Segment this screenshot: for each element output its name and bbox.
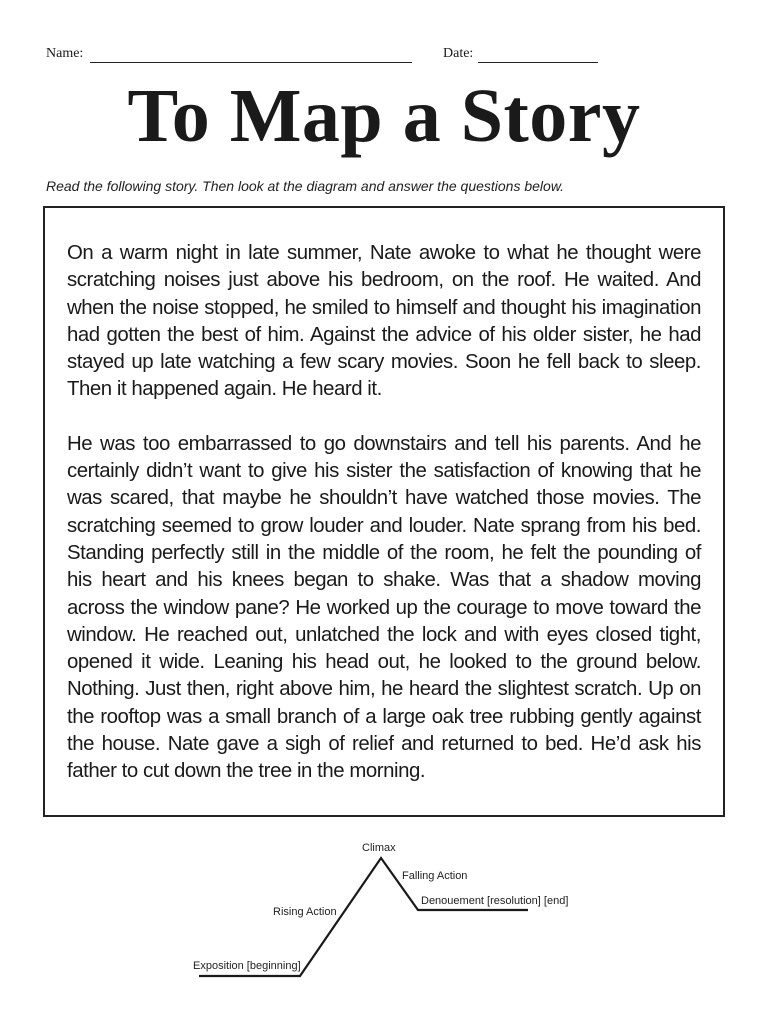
header-fields (46, 46, 606, 66)
climax-label: Climax (362, 842, 396, 854)
story-paragraph-1: On a warm night in late summer, Nate awoke to what he thought were scratching noises just above his bedroom, on the roof. He waited. And when the noise stopped, he smiled to himself and thought his imagination had gotten the best of him. Against the advice of his older sister, he had stayed up late watching a few scary movies. Soon he fell back to sleep. Then it happened again. He heard it. (67, 242, 701, 401)
instructions-text: Read the following story. Then look at the diagram and answer the questions below. (46, 178, 565, 194)
plot-line (199, 858, 528, 976)
rising-action-label: Rising Action (273, 906, 337, 918)
exposition-label: Exposition [beginning] (193, 960, 301, 972)
date-label: Date: (443, 46, 474, 61)
date-field[interactable] (478, 62, 598, 63)
page-title: To Map a Story (127, 74, 641, 158)
name-field[interactable] (90, 62, 412, 63)
falling-action-label: Falling Action (402, 870, 468, 882)
denouement-label: Denouement [resolution] [end] (421, 895, 569, 907)
story-box (43, 206, 725, 817)
plot-diagram (0, 830, 768, 990)
name-label: Name: (46, 46, 84, 61)
story-paragraph-2: He was too embarrassed to go downstairs and tell his parents. And he certainly didn’t want to give his sister the satisfaction of knowing that he was scared, that maybe he shouldn’t have watched those movies. The scratching seemed to grow louder and louder. Nate sprang from his bed. Standing perfectly still in the middle of the room, he felt the pounding of his heart and his knees began to shake. Was that a shadow moving across the window pane? He worked up the courage to move toward the window. He reached out, unlatched the lock and with eyes closed tight, opened it wide. Leaning his head out, he looked to the ground below. Nothing. Just then, right above him, he heard the slightest scratch. Up on the rooftop was a small branch of a large oak tree rubbing gently against the house. Nate gave a sigh of relief and returned to bed. He’d ask his father to cut down the tree in the morning. (67, 432, 701, 783)
